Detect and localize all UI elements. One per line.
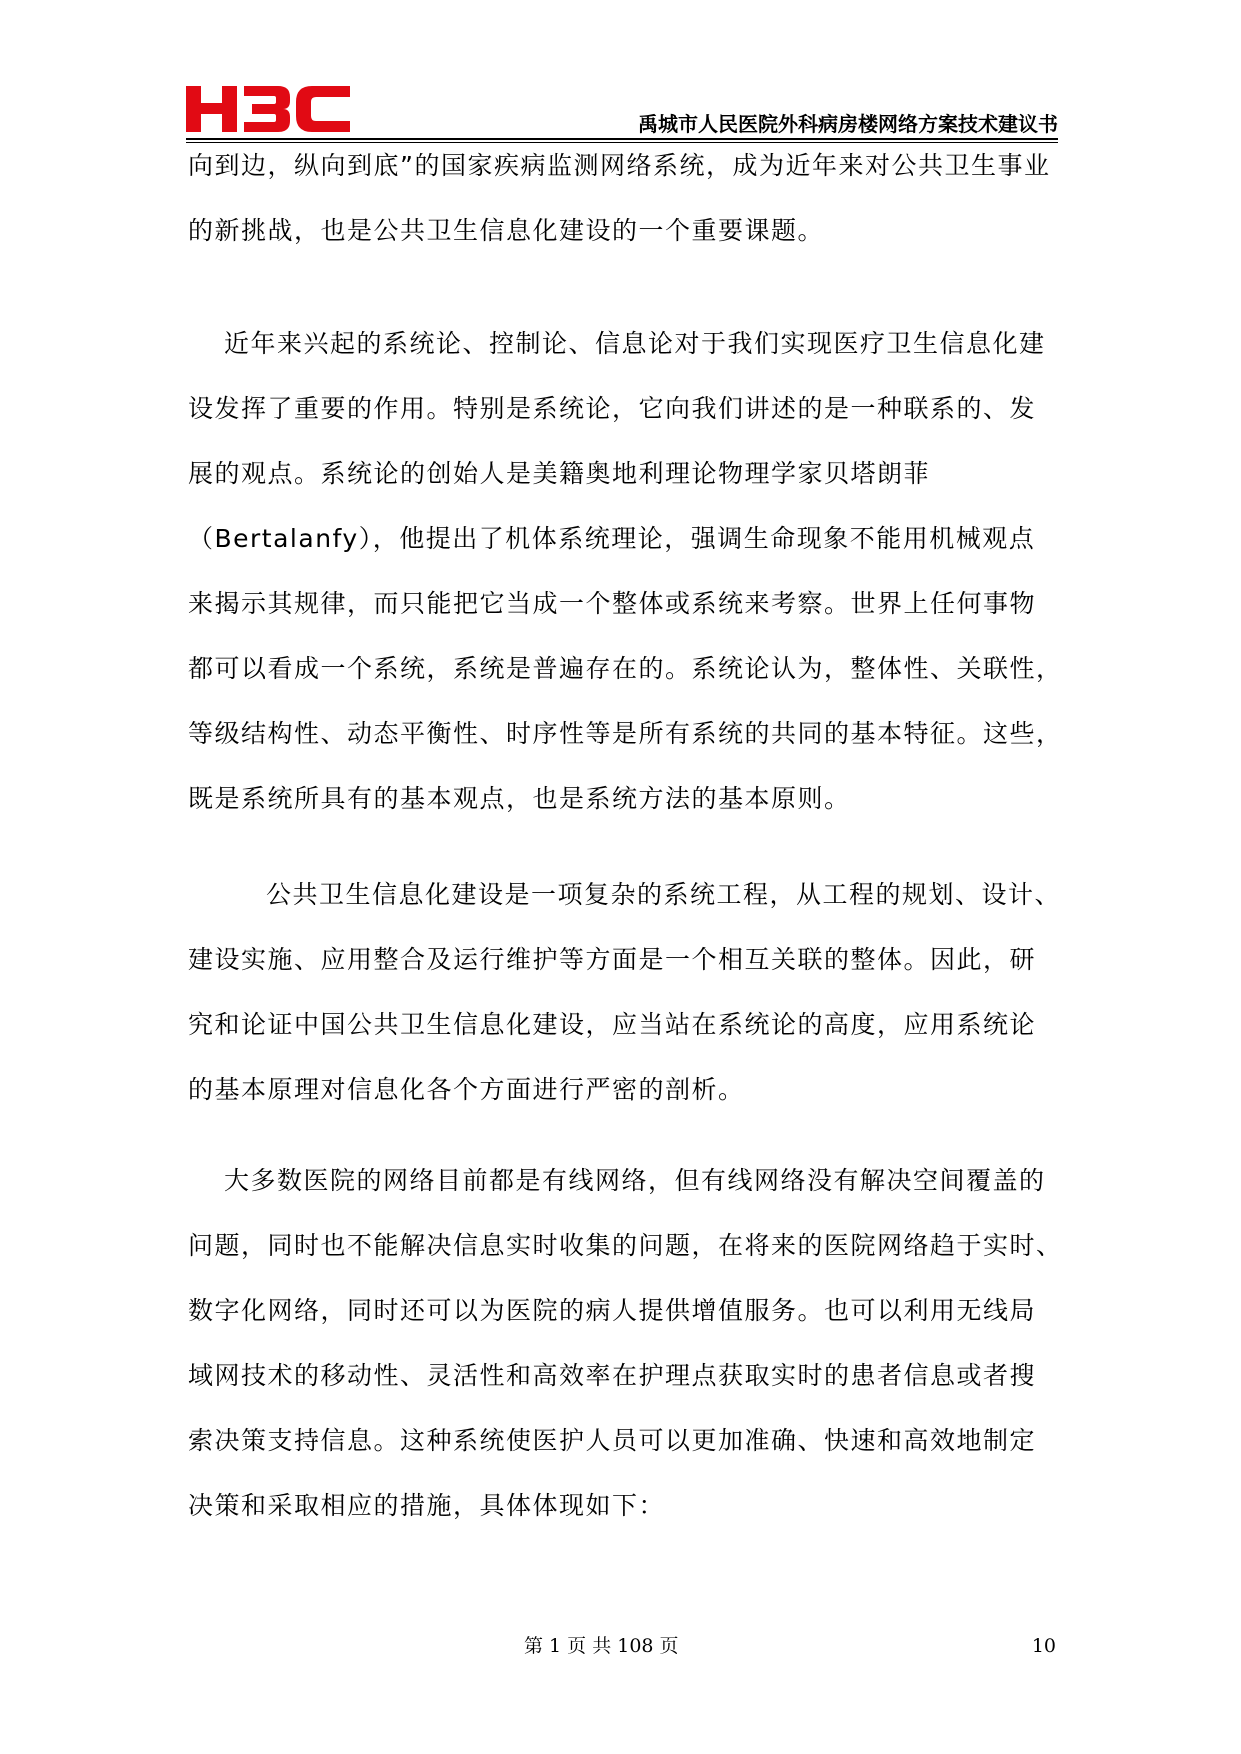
paragraph-line: （Bertalanfy），他提出了机体系统理论，强调生命现象不能用机械观点 <box>188 524 1036 553</box>
paragraph-line: 向到边，纵向到底”的国家疾病监测网络系统，成为近年来对公共卫生事业 <box>188 151 1051 180</box>
paragraph-line: 的新挑战，也是公共卫生信息化建设的一个重要课题。 <box>188 216 825 245</box>
paragraph-line: 等级结构性、动态平衡性、时序性等是所有系统的共同的基本特征。这些， <box>188 719 1063 748</box>
paragraph-line: 索决策支持信息。这种系统使医护人员可以更加准确、快速和高效地制定 <box>188 1426 1037 1455</box>
paragraph-line: 展的观点。系统论的创始人是美籍奥地利理论物理学家贝塔朗菲 <box>188 459 931 488</box>
paragraph-line: 大多数医院的网络目前都是有线网络，但有线网络没有解决空间覆盖的 <box>224 1166 1046 1195</box>
paragraph-line: 设发挥了重要的作用。特别是系统论，它向我们讲述的是一种联系的、发 <box>188 394 1037 423</box>
paragraph-line: 究和论证中国公共卫生信息化建设，应当站在系统论的高度，应用系统论 <box>188 1010 1037 1039</box>
paragraph-line: 建设实施、应用整合及运行维护等方面是一个相互关联的整体。因此，研 <box>188 945 1037 974</box>
paragraph-line: 来揭示其规律，而只能把它当成一个整体或系统来考察。世界上任何事物 <box>188 589 1037 618</box>
h3c-logo <box>186 86 350 132</box>
paragraph-line: 的基本原理对信息化各个方面进行严密的剖析。 <box>188 1075 745 1104</box>
paragraph-3 <box>188 862 1060 1122</box>
paragraph-line: 近年来兴起的系统论、控制论、信息论对于我们实现医疗卫生信息化建 <box>224 329 1046 358</box>
paragraph-line: 问题，同时也不能解决信息实时收集的问题，在将来的医院网络趋于实时、 <box>188 1231 1063 1260</box>
header-title: 禹城市人民医院外科病房楼网络方案技术建议书 <box>638 112 1058 136</box>
paragraph-4 <box>188 1148 1063 1538</box>
paragraph-2 <box>188 311 1063 831</box>
paragraph-line: 公共卫生信息化建设是一项复杂的系统工程，从工程的规划、设计、 <box>266 880 1062 909</box>
paragraph-line: 都可以看成一个系统，系统是普遍存在的。系统论认为，整体性、关联性， <box>188 654 1063 683</box>
paragraph-1 <box>188 133 1060 263</box>
paragraph-line: 数字化网络，同时还可以为医院的病人提供增值服务。也可以利用无线局 <box>188 1296 1037 1325</box>
paragraph-line: 决策和采取相应的措施，具体体现如下： <box>188 1491 666 1520</box>
footer-page-number: 10 <box>1031 1635 1056 1657</box>
footer-page-label: 第 1 页 共 108 页 <box>524 1635 679 1657</box>
paragraph-line: 域网技术的移动性、灵活性和高效率在护理点获取实时的患者信息或者搜 <box>188 1361 1037 1390</box>
paragraph-line: 既是系统所具有的基本观点，也是系统方法的基本原则。 <box>188 784 851 813</box>
